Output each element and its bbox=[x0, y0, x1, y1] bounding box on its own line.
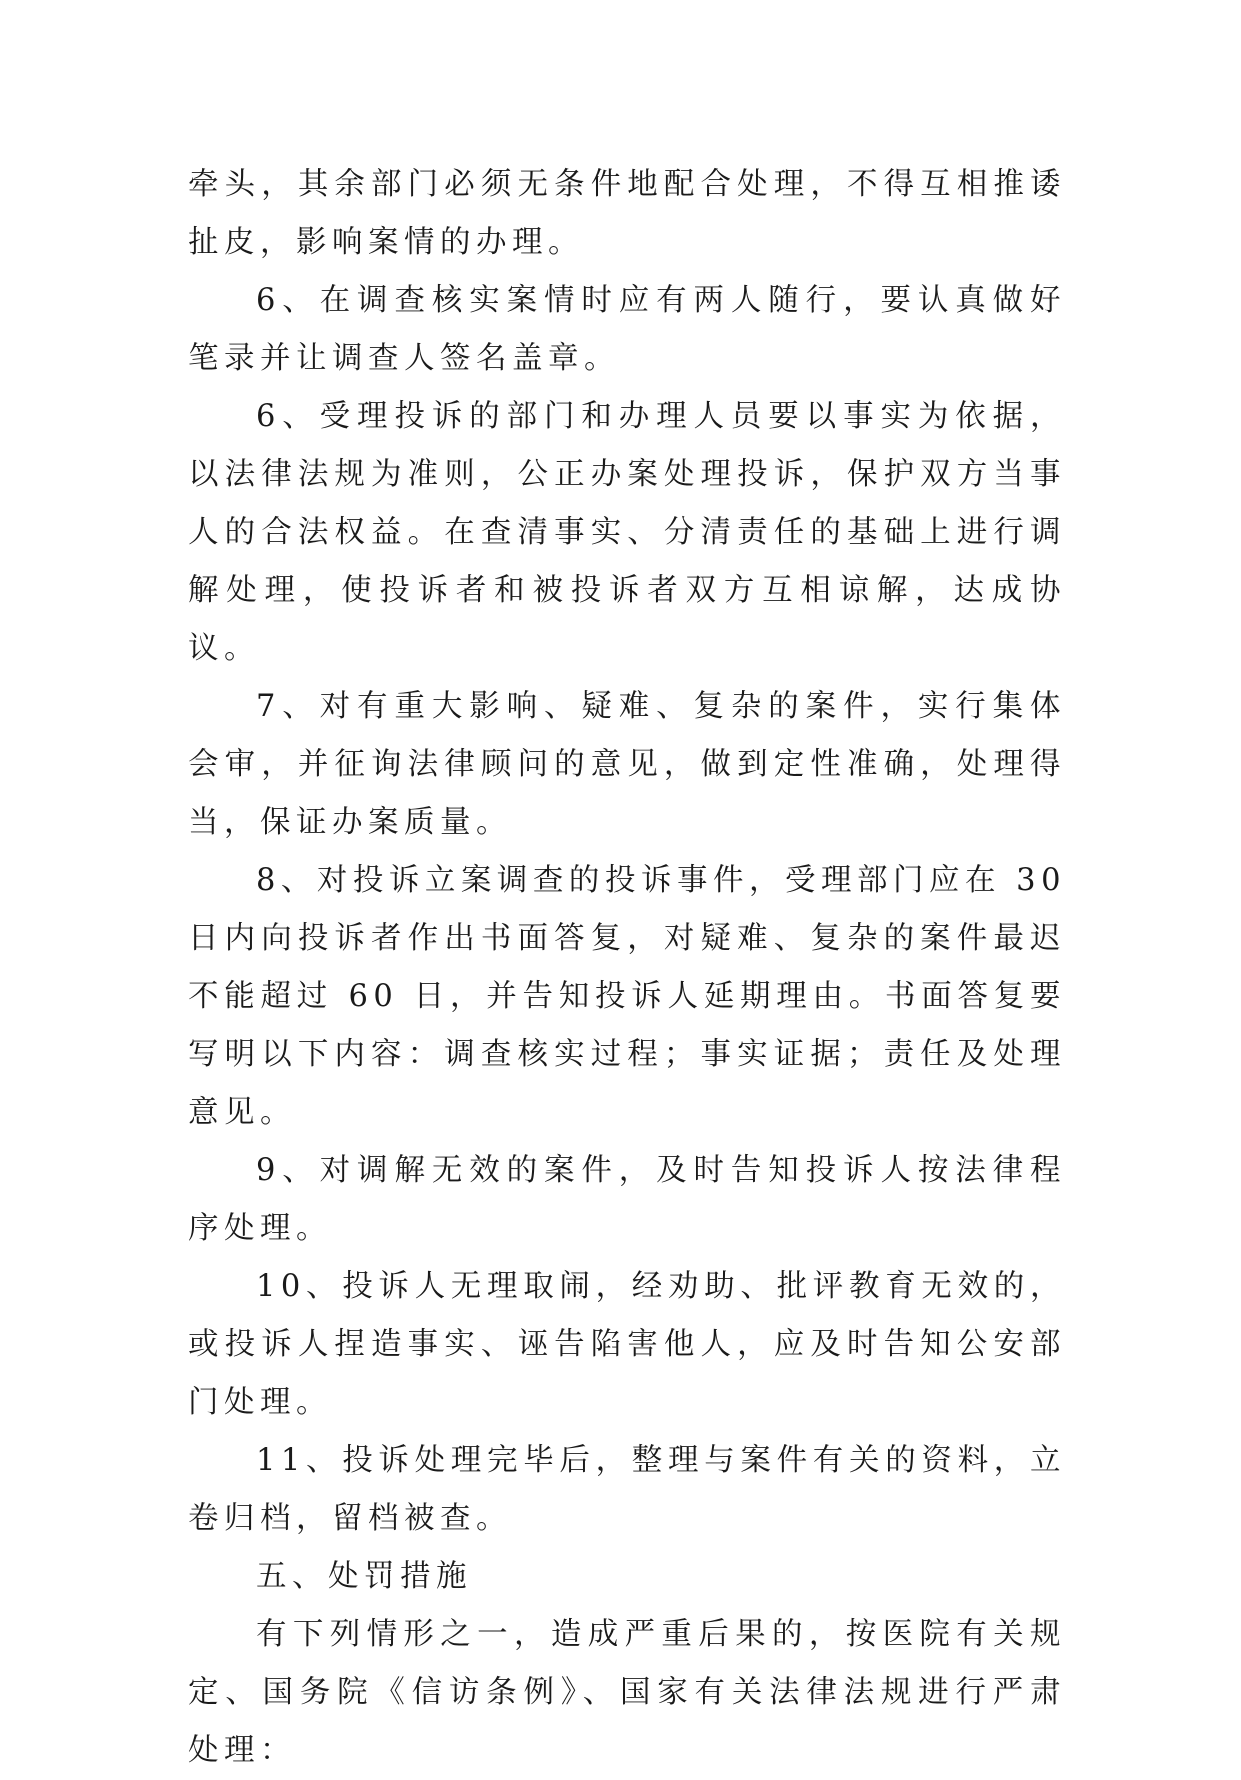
section-heading-penalties: 五、处罚措施 bbox=[256, 1559, 472, 1594]
paragraph-item-8: 8、对投诉立案调查的投诉事件，受理部门应在 30 日内向投诉者作出书面答复，对疑难、复杂的案件最迟不能超过 60 日，并告知投诉人延期理由。书面答复要写明以下内容：调查核实过程；事实证据；责任及处理意见。 bbox=[188, 863, 1066, 1130]
paragraph-continuation: 牵头，其余部门必须无条件地配合处理，不得互相推诿扯皮，影响案情的办理。 bbox=[188, 167, 1066, 260]
paragraph-item-7: 7、对有重大影响、疑难、复杂的案件，实行集体会审，并征询法律顾问的意见，做到定性准确，处理得当，保证办案质量。 bbox=[188, 689, 1066, 840]
paragraph-item-6-investigation: 6、在调查核实案情时应有两人随行，要认真做好笔录并让调查人签名盖章。 bbox=[188, 283, 1066, 376]
paragraph-item-11: 11、投诉处理完毕后，整理与案件有关的资料，立卷归档，留档被查。 bbox=[188, 1443, 1066, 1536]
paragraph-item-6-handling: 6、受理投诉的部门和办理人员要以事实为依据，以法律法规为准则，公正办案处理投诉，保护双方当事人的合法权益。在查清事实、分清责任的基础上进行调解处理，使投诉者和被投诉者双方互相谅解，达成协议。 bbox=[188, 399, 1066, 666]
document-body bbox=[188, 156, 1066, 1780]
paragraph-item-9: 9、对调解无效的案件，及时告知投诉人按法律程序处理。 bbox=[188, 1153, 1066, 1246]
paragraph-item-10: 10、投诉人无理取闹，经劝助、批评教育无效的，或投诉人捏造事实、诬告陷害他人，应及时告知公安部门处理。 bbox=[188, 1269, 1066, 1420]
paragraph-penalties-intro: 有下列情形之一，造成严重后果的，按医院有关规定、国务院《信访条例》、国家有关法律法规进行严肃处理： bbox=[188, 1617, 1066, 1768]
